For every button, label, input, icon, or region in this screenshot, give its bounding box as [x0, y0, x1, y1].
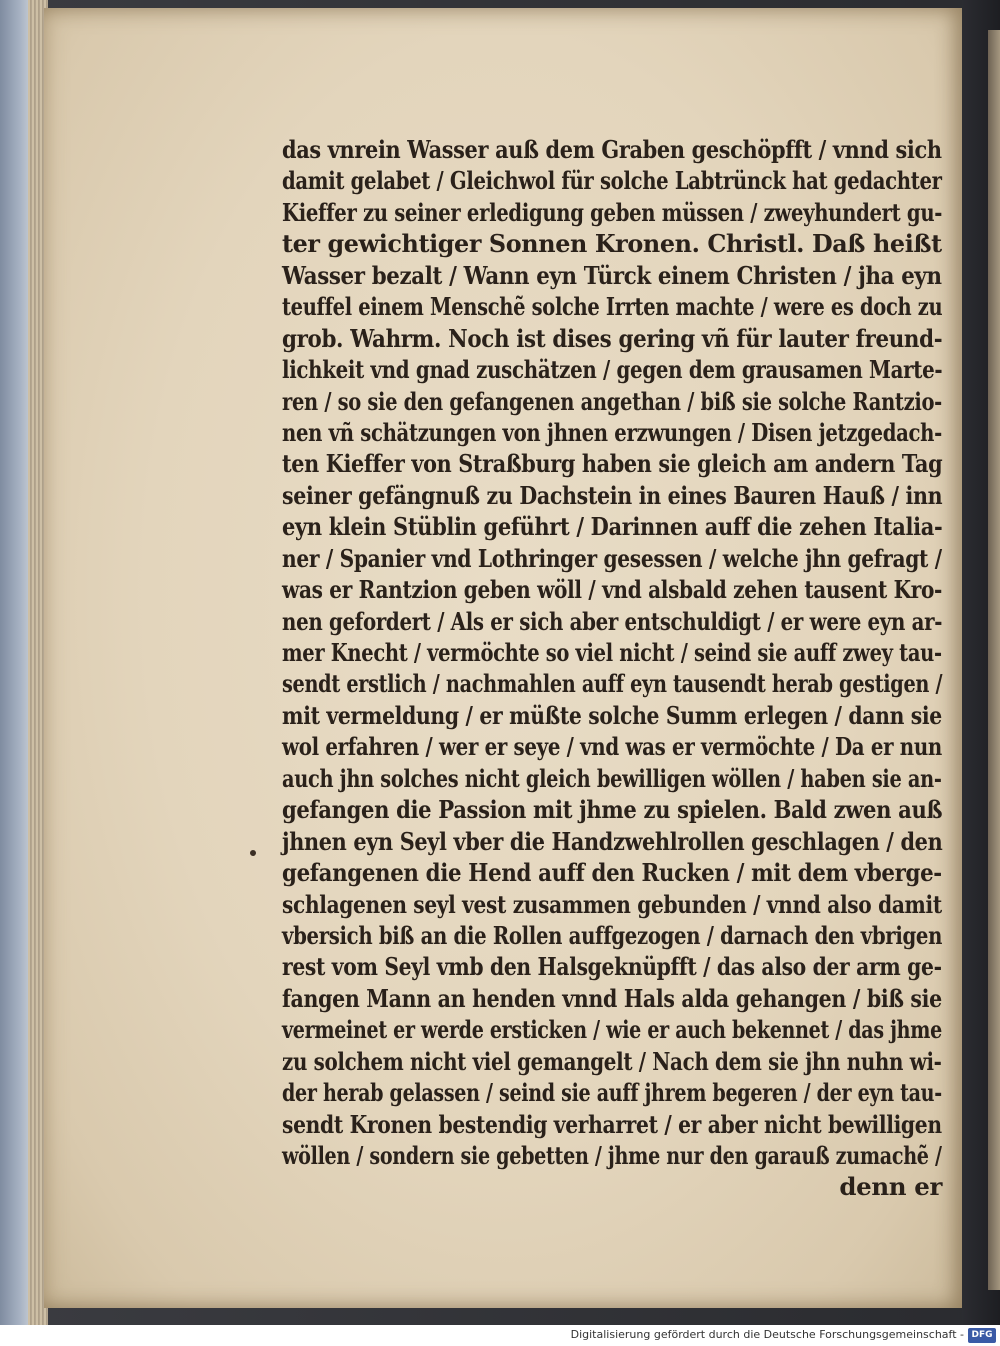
- text-line: teuffel einem Menschẽ solche Irrten machte / were es doch zu: [282, 292, 943, 322]
- text-line: ren / so sie den gefangenen angethan / biß sie solche Rantzio-: [282, 386, 942, 416]
- text-line: Wasser bezalt / Wann eyn Türck einem Christen / jha eyn: [282, 260, 942, 290]
- text-line: der herab gelassen / seind sie auff jhrem begeren / der eyn tau-: [282, 1078, 942, 1108]
- text-line: wol erfahren / wer er seye / vnd was er vermöchte / Da er nun: [282, 732, 943, 762]
- text-line: gefangen die Passion mit jhme zu spielen. Bald zwen auß: [282, 795, 943, 825]
- text-line: nen gefordert / Als er sich aber entschuldigt / er were eyn ar-: [282, 606, 943, 636]
- footer-credit: Digitalisierung gefördert durch die Deutsche Forschungsgemeinschaft -: [570, 1328, 964, 1341]
- text-line: fangen Mann an henden vnnd Hals alda gehangen / biß sie: [282, 983, 942, 1013]
- text-line: ter gewichtiger Sonnen Kronen. Christl. Daß heißt: [282, 229, 942, 259]
- text-line: jhnen eyn Seyl vber die Handzwehlrollen geschlagen / den: [282, 826, 943, 856]
- text-line: auch jhn solches nicht gleich bewilligen wöllen / haben sie an-: [282, 763, 942, 793]
- text-line: vbersich biß an die Rollen auffgezogen / darnach den vbrigen: [282, 920, 943, 950]
- text-line: seiner gefängnuß zu Dachstein in eines Bauren Hauß / inn: [282, 480, 943, 510]
- text-line: sendt Kronen bestendig verharret / er aber nicht bewilligen: [282, 1109, 942, 1139]
- text-line: mer Knecht / vermöchte so viel nicht / seind sie auff zwey tau-: [282, 638, 942, 667]
- text-line: damit gelabet / Gleichwol für solche Labtrünck hat gedachter: [282, 166, 942, 196]
- text-line: rest vom Seyl vmb den Halsgeknüpfft / das also der arm ge-: [282, 952, 942, 982]
- text-line: gefangenen die Hend auff den Rucken / mit dem vberge-: [282, 858, 942, 888]
- text-line: vermeinet er werde ersticken / wie er auch bekennet / das jhme: [282, 1015, 942, 1045]
- text-line: eyn klein Stüblin geführt / Darinnen auff die zehen Italia-: [282, 512, 943, 542]
- ink-spot: [250, 850, 256, 856]
- text-line: schlagenen seyl vest zusammen gebunden / vnnd also damit: [282, 889, 942, 919]
- footer-bar: [0, 1325, 1000, 1346]
- text-line: lichkeit vnd gnad zuschätzen / gegen dem grausamen Marte-: [282, 355, 943, 385]
- text-line: ner / Spanier vnd Lothringer gesessen / welche jhn gefragt /: [282, 543, 942, 573]
- text-line: zu solchem nicht viel gemangelt / Nach dem sie jhn nuhn wi-: [282, 1046, 942, 1076]
- text-line: grob. Wahrm. Noch ist dises gering vñ für lauter freund-: [282, 323, 943, 353]
- text-line: mit vermeldung / er müßte solche Summ erlegen / dann sie: [282, 700, 942, 730]
- text-line: sendt erstlich / nachmahlen auff eyn tausendt herab gestigen /: [282, 669, 943, 699]
- catchword: denn er: [839, 1172, 942, 1202]
- text-line: was er Rantzion geben wöll / vnd alsbald zehen tausent Kro-: [282, 575, 943, 605]
- dfg-logo-icon: DFG: [968, 1328, 996, 1343]
- text-line: nen vñ schätzungen von jhnen erzwungen / Disen jetzgedach-: [282, 417, 942, 447]
- facing-page-edge: [988, 30, 1000, 1290]
- page-text: [282, 134, 942, 1203]
- text-line: wöllen / sondern sie gebetten / jhme nur den garauß zumachẽ /: [282, 1141, 942, 1170]
- text-line: Kieffer zu seiner erledigung geben müssen / zweyhundert gu-: [282, 197, 943, 227]
- text-line: ten Kieffer von Straßburg haben sie gleich am andern Tag: [282, 449, 943, 479]
- text-line: das vnrein Wasser auß dem Graben geschöpfft / vnnd sich: [282, 135, 942, 164]
